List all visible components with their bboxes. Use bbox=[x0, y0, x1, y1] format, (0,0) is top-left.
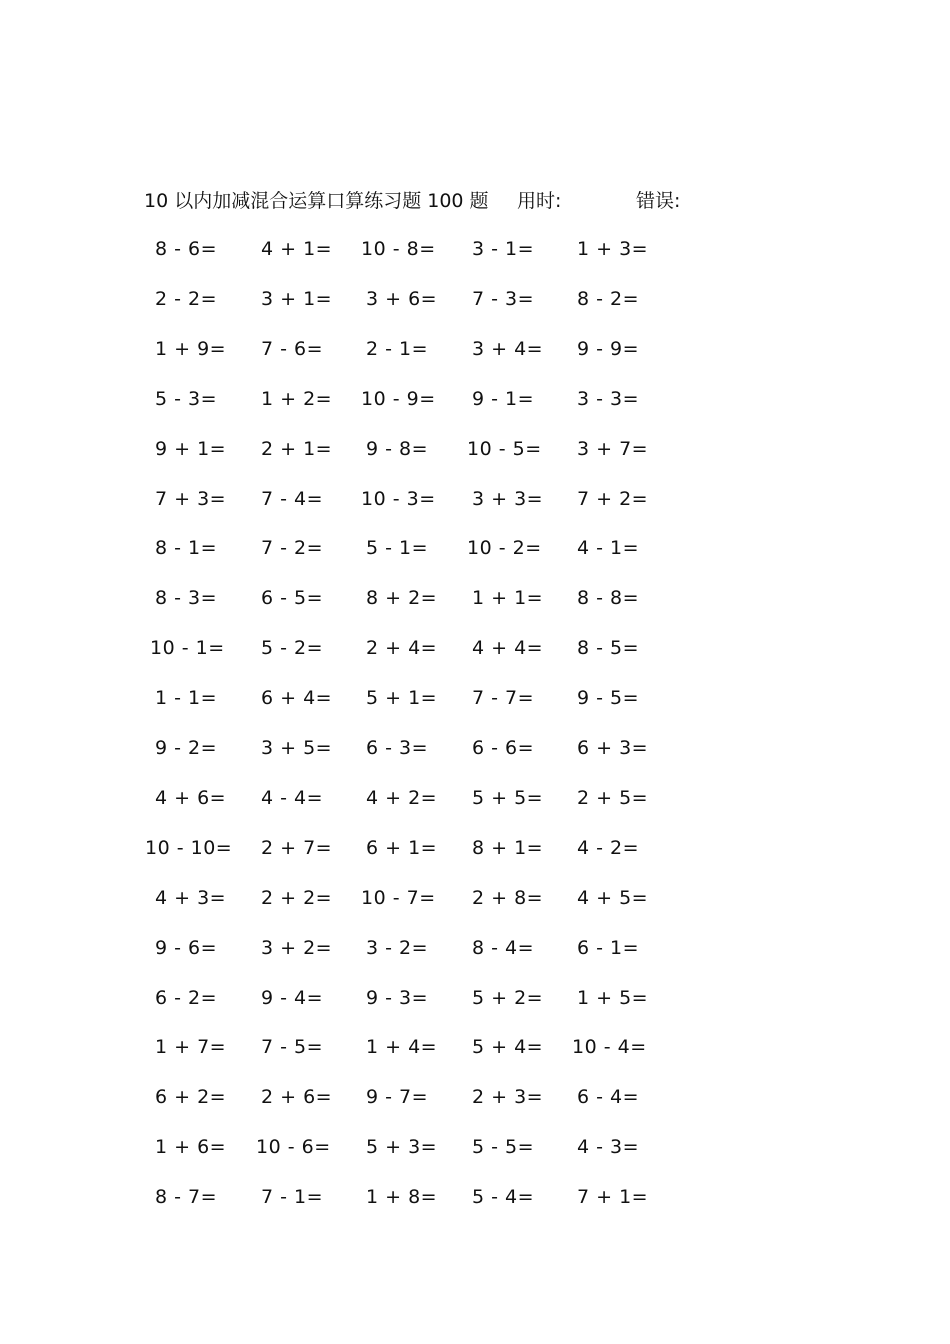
arithmetic-problem: 9 - 5= bbox=[577, 687, 640, 710]
arithmetic-problem: 1 + 8= bbox=[366, 1186, 438, 1209]
arithmetic-problem: 6 - 6= bbox=[472, 737, 535, 759]
arithmetic-problem: 1 + 7= bbox=[155, 1036, 227, 1059]
arithmetic-problem: 6 - 2= bbox=[155, 986, 218, 1009]
arithmetic-problem: 5 + 3= bbox=[366, 1136, 438, 1159]
arithmetic-problem: 5 - 2= bbox=[261, 637, 324, 660]
arithmetic-problem: 9 - 3= bbox=[366, 986, 429, 1009]
arithmetic-problem: 4 + 4= bbox=[472, 637, 544, 660]
arithmetic-problem: 9 - 4= bbox=[261, 986, 324, 1009]
arithmetic-problem: 6 + 1= bbox=[366, 836, 438, 859]
arithmetic-problem: 1 + 6= bbox=[155, 1136, 227, 1159]
arithmetic-problem: 6 - 3= bbox=[366, 737, 429, 759]
arithmetic-problem: 2 + 4= bbox=[366, 637, 438, 660]
arithmetic-problem: 5 + 4= bbox=[472, 1036, 544, 1059]
arithmetic-problem: 8 - 8= bbox=[577, 587, 640, 610]
arithmetic-problem: 9 - 8= bbox=[366, 437, 429, 460]
arithmetic-problem: 8 - 5= bbox=[577, 637, 640, 660]
arithmetic-problem: 10 - 5= bbox=[467, 437, 542, 460]
arithmetic-problem: 4 + 1= bbox=[261, 238, 333, 260]
arithmetic-problem: 4 + 6= bbox=[155, 786, 227, 809]
arithmetic-problem: 10 - 10= bbox=[145, 836, 233, 859]
arithmetic-problem: 2 + 2= bbox=[261, 886, 333, 909]
arithmetic-problem: 10 - 6= bbox=[256, 1136, 331, 1159]
arithmetic-problem: 9 - 6= bbox=[155, 936, 218, 959]
arithmetic-problem: 7 + 3= bbox=[155, 487, 227, 510]
arithmetic-problem: 2 + 7= bbox=[261, 836, 333, 859]
arithmetic-problem: 2 + 8= bbox=[472, 886, 544, 909]
arithmetic-problem: 10 - 3= bbox=[361, 487, 436, 510]
arithmetic-problem: 2 - 2= bbox=[155, 287, 218, 310]
arithmetic-problem: 5 + 5= bbox=[472, 786, 544, 809]
arithmetic-problem: 8 + 1= bbox=[472, 836, 544, 859]
arithmetic-problem: 7 - 4= bbox=[261, 487, 324, 510]
arithmetic-problem: 8 + 2= bbox=[366, 587, 438, 610]
arithmetic-problem: 1 + 2= bbox=[261, 387, 333, 410]
arithmetic-problem: 5 - 5= bbox=[472, 1136, 535, 1159]
arithmetic-problem: 2 + 3= bbox=[472, 1086, 544, 1109]
arithmetic-problem: 3 + 3= bbox=[472, 487, 544, 510]
arithmetic-problem: 4 - 1= bbox=[577, 537, 640, 560]
arithmetic-problem: 3 - 2= bbox=[366, 936, 429, 959]
arithmetic-problem: 4 - 2= bbox=[577, 836, 640, 859]
arithmetic-problem: 4 - 3= bbox=[577, 1136, 640, 1159]
arithmetic-problem: 7 - 7= bbox=[472, 687, 535, 710]
arithmetic-problem: 2 + 5= bbox=[577, 786, 649, 809]
arithmetic-problem: 2 - 1= bbox=[366, 337, 429, 360]
arithmetic-problem: 1 + 1= bbox=[472, 587, 544, 610]
time-used-label: 用时: bbox=[517, 190, 562, 212]
arithmetic-problem: 7 + 1= bbox=[577, 1186, 649, 1209]
arithmetic-problem: 6 - 4= bbox=[577, 1086, 640, 1109]
arithmetic-problem: 3 + 5= bbox=[261, 737, 333, 759]
arithmetic-problem: 4 + 3= bbox=[155, 886, 227, 909]
worksheet-title: 10 以内加减混合运算口算练习题 100 题 bbox=[144, 190, 489, 212]
arithmetic-problem: 8 - 4= bbox=[472, 936, 535, 959]
arithmetic-problem: 1 + 3= bbox=[577, 238, 649, 260]
arithmetic-problem: 2 + 6= bbox=[261, 1086, 333, 1109]
arithmetic-problem: 6 + 3= bbox=[577, 737, 649, 759]
arithmetic-problem: 10 - 7= bbox=[361, 886, 436, 909]
arithmetic-problem: 6 + 2= bbox=[155, 1086, 227, 1109]
arithmetic-problem: 6 - 5= bbox=[261, 587, 324, 610]
arithmetic-problem: 7 - 6= bbox=[261, 337, 324, 360]
arithmetic-problem: 8 - 7= bbox=[155, 1186, 218, 1209]
arithmetic-problem: 2 + 1= bbox=[261, 437, 333, 460]
arithmetic-problem: 1 + 5= bbox=[577, 986, 649, 1009]
arithmetic-problem: 9 - 9= bbox=[577, 337, 640, 360]
error-count-label: 错误: bbox=[636, 190, 681, 212]
arithmetic-problem: 6 - 1= bbox=[577, 936, 640, 959]
arithmetic-problem: 5 + 1= bbox=[366, 687, 438, 710]
arithmetic-problem: 10 - 9= bbox=[361, 387, 436, 410]
arithmetic-problem: 9 - 7= bbox=[366, 1086, 429, 1109]
arithmetic-problem: 5 - 3= bbox=[155, 387, 218, 410]
arithmetic-problem: 7 - 3= bbox=[472, 287, 535, 310]
arithmetic-problem: 3 + 1= bbox=[261, 287, 333, 310]
arithmetic-problem: 5 - 4= bbox=[472, 1186, 535, 1209]
arithmetic-problem: 8 - 2= bbox=[577, 287, 640, 310]
arithmetic-problem: 7 - 5= bbox=[261, 1036, 324, 1059]
arithmetic-problem: 3 + 6= bbox=[366, 287, 438, 310]
arithmetic-problem: 3 - 3= bbox=[577, 387, 640, 410]
arithmetic-problem: 5 + 2= bbox=[472, 986, 544, 1009]
arithmetic-problem: 9 + 1= bbox=[155, 437, 227, 460]
arithmetic-problem: 3 - 1= bbox=[472, 238, 535, 260]
arithmetic-problem: 7 + 2= bbox=[577, 487, 649, 510]
arithmetic-problem: 7 - 2= bbox=[261, 537, 324, 560]
arithmetic-problem: 4 - 4= bbox=[261, 786, 324, 809]
arithmetic-problem: 6 + 4= bbox=[261, 687, 333, 710]
arithmetic-problem: 4 + 5= bbox=[577, 886, 649, 909]
arithmetic-problem: 5 - 1= bbox=[366, 537, 429, 560]
arithmetic-problem: 1 - 1= bbox=[155, 687, 218, 710]
arithmetic-problem: 4 + 2= bbox=[366, 786, 438, 809]
arithmetic-problem: 8 - 1= bbox=[155, 537, 218, 560]
arithmetic-problem: 9 - 2= bbox=[155, 737, 218, 759]
arithmetic-problem: 9 - 1= bbox=[472, 387, 535, 410]
arithmetic-problem: 10 - 4= bbox=[572, 1036, 647, 1059]
arithmetic-problem: 1 + 4= bbox=[366, 1036, 438, 1059]
arithmetic-problem: 8 - 3= bbox=[155, 587, 218, 610]
arithmetic-problem: 3 + 7= bbox=[577, 437, 649, 460]
arithmetic-problem: 10 - 8= bbox=[361, 238, 436, 260]
arithmetic-problem: 1 + 9= bbox=[155, 337, 227, 360]
arithmetic-problem: 8 - 6= bbox=[155, 238, 218, 260]
arithmetic-problem: 3 + 2= bbox=[261, 936, 333, 959]
arithmetic-problem: 10 - 2= bbox=[467, 537, 542, 560]
arithmetic-problem: 7 - 1= bbox=[261, 1186, 324, 1209]
arithmetic-problem: 10 - 1= bbox=[150, 637, 225, 660]
arithmetic-problem: 3 + 4= bbox=[472, 337, 544, 360]
